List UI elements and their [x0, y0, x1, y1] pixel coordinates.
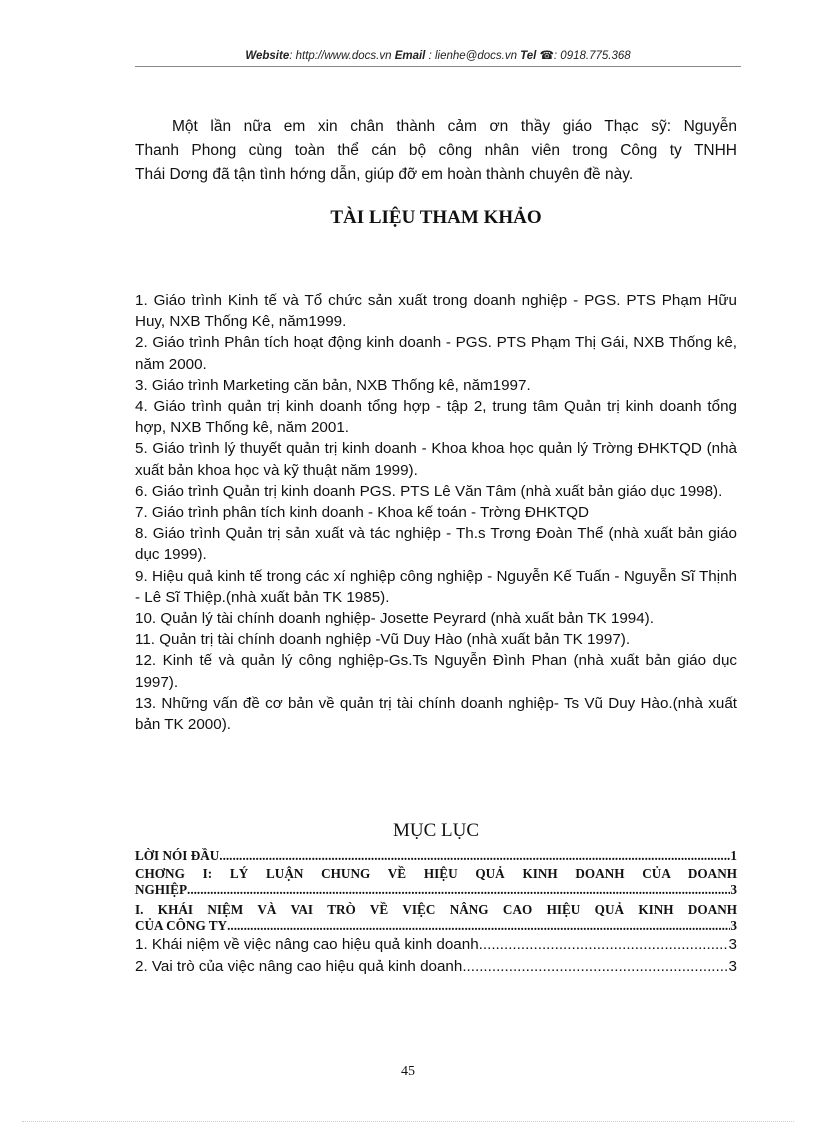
email-label: Email — [394, 50, 426, 62]
table-of-contents — [135, 848, 737, 978]
toc-title: MỤC LỤC — [392, 820, 480, 841]
footer-divider — [22, 1121, 794, 1122]
toc-entry-line: CHƠNG I: LÝ LUẬN CHUNG VỀ HIỆU QUẢ KINH DOANH CỦA DOANH — [135, 866, 737, 881]
tel-label: Tel — [520, 50, 537, 62]
reference-item: 12. Kinh tế và quản lý công nghiệp-Gs.Ts Nguyễn Đình Phan (nhà xuất bản giáo dục 1997). — [135, 652, 737, 691]
reference-item: 7. Giáo trình phân tích kinh doanh - Khoa kế toán - Trờng ĐHKTQD — [135, 504, 590, 522]
toc-entry-khai-niem[interactable] — [135, 934, 737, 956]
toc-entry-page: 3 — [728, 936, 737, 953]
toc-entry-loi-noi-dau[interactable] — [135, 848, 737, 864]
reference-item: 5. Giáo trình lý thuyết quản trị kinh doanh - Khoa khoa học quản lý Trờng ĐHKTQD (nhà xuất bản khoa học và kỹ thuật năm 1999). — [135, 440, 737, 479]
toc-entry-page: 1 — [730, 848, 737, 863]
toc-leader-dots — [187, 882, 730, 898]
references-list — [135, 290, 737, 735]
toc-entry-page: 3 — [730, 918, 737, 933]
website-label: Website — [245, 50, 290, 62]
page-header — [135, 46, 741, 67]
toc-entry-page: 3 — [730, 882, 737, 897]
toc-leader-dots — [227, 918, 730, 934]
toc-entry-label: 2. Vai trò của việc nâng cao hiệu quả kinh doanh — [135, 958, 463, 975]
reference-item: 6. Giáo trình Quản trị kinh doanh PGS. PTS Lê Văn Tâm (nhà xuất bản giáo dục 1998). — [135, 482, 723, 500]
acknowledgement-paragraph — [135, 115, 737, 187]
reference-item: 10. Quản lý tài chính doanh nghiệp- Josette Peyrard (nhà xuất bản TK 1994). — [135, 610, 654, 628]
reference-item: 9. Hiệu quả kinh tế trong các xí nghiệp công nghiệp - Nguyễn Kế Tuấn - Nguyễn Sĩ Thịnh - Lê Sĩ Thiệp.(nhà xuất bản TK 1985). — [135, 567, 737, 606]
references-title: TÀI LIỆU THAM KHẢO — [330, 207, 542, 228]
toc-leader-dots — [219, 848, 730, 864]
toc-entry-label: 1. Khái niệm về việc nâng cao hiệu quả kinh doanh — [135, 936, 479, 953]
ack-line-1: Một lần nữa em xin chân thành cảm ơn thầy giáo Thạc sỹ: Nguyễn — [172, 118, 737, 135]
reference-item: 8. Giáo trình Quản trị sản xuất và tác nghiệp - Th.s Trơng Đoàn Thể (nhà xuất bản giáo dục 1999). — [135, 525, 737, 564]
tel-value: : 0918.775.368 — [553, 50, 631, 62]
reference-item: 3. Giáo trình Marketing căn bản, NXB Thống kê, năm1997. — [135, 376, 531, 394]
reference-item: 13. Những vấn đề cơ bản về quản trị tài chính doanh nghiệp- Ts Vũ Duy Hào.(nhà xuất bản TK 2000). — [135, 694, 737, 734]
reference-item: 1. Giáo trình Kinh tế và Tổ chức sản xuất trong doanh nghiệp - PGS. PTS Phạm Hữu Huy, NXB Thống Kê, năm1999. — [135, 292, 737, 331]
toc-leader-dots — [479, 934, 729, 956]
reference-item: 11. Quản trị tài chính doanh nghiệp -Vũ Duy Hào (nhà xuất bản TK 1997). — [135, 631, 631, 649]
ack-line-2: Thanh Phong cùng toàn thể cán bộ công nhân viên trong Công ty TNHH — [135, 142, 737, 159]
website-value: : http://www.docs.vn — [289, 50, 392, 62]
page-number: 45 — [401, 1064, 415, 1079]
reference-item: 4. Giáo trình quản trị kinh doanh tổng hợp - tập 2, trung tâm Quản trị kinh doanh tổng hợp, NXB Thống kê, năm 2001. — [135, 398, 737, 437]
toc-entry-line: I. KHÁI NIỆM VÀ VAI TRÒ VỀ VIỆC NÂNG CAO HIỆU QUẢ KINH DOANH — [135, 902, 737, 917]
toc-leader-dots — [462, 956, 728, 978]
toc-entry-section-1[interactable] — [135, 902, 737, 934]
toc-entry-page: 3 — [728, 958, 737, 975]
email-value: : lienhe@docs.vn — [428, 50, 517, 62]
toc-entry-label: CỦA CÔNG TY — [135, 918, 228, 933]
ack-line-3: Thái Dơng đã tận tình hớng dẫn, giúp đỡ em hoàn thành chuyên đề này. — [135, 166, 634, 183]
toc-entry-chuong-1[interactable] — [135, 866, 737, 898]
toc-entry-label: LỜI NÓI ĐẦU — [135, 848, 220, 863]
toc-entry-vai-tro[interactable] — [135, 956, 737, 978]
toc-entry-label: NGHIỆP — [135, 882, 188, 897]
phone-icon: ☎ — [539, 50, 554, 62]
reference-item: 2. Giáo trình Phân tích hoạt động kinh doanh - PGS. PTS Phạm Thị Gái, NXB Thống kê, năm 2000. — [135, 334, 737, 373]
